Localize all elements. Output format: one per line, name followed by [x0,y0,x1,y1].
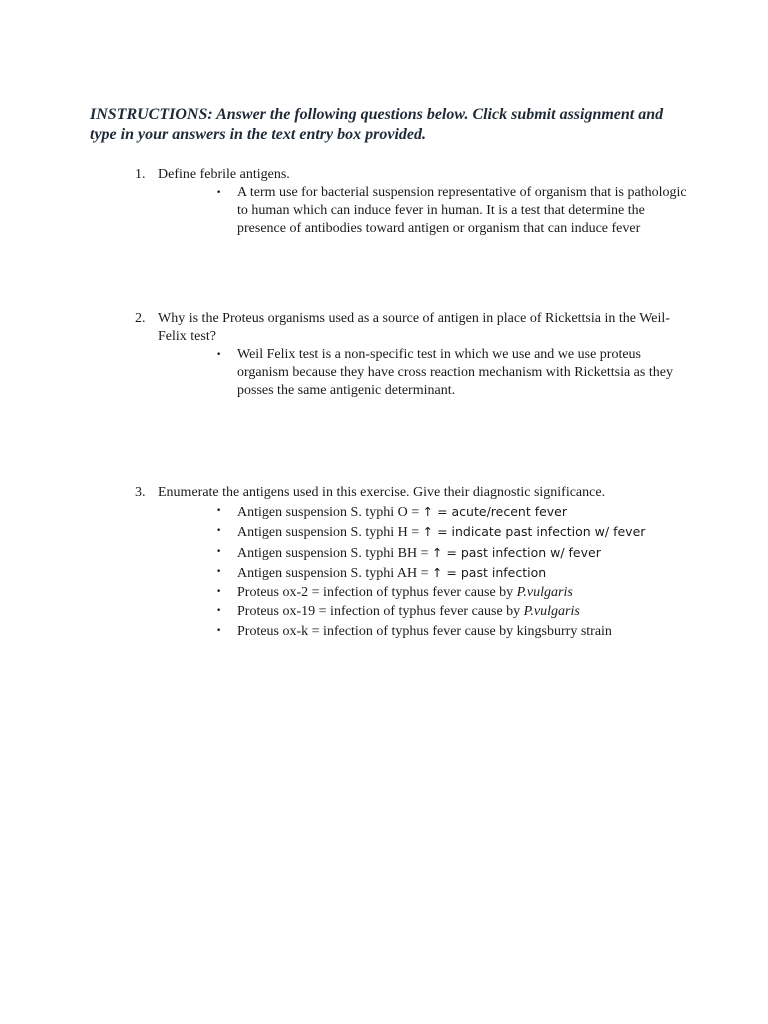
answer-text: Antigen suspension S. typhi O = [237,505,423,520]
question-1 [135,166,695,238]
answer-list [216,346,692,400]
answer-significance: ↑ = past infection w/ fever [431,544,601,560]
question-2 [135,310,695,400]
answer-significance: ↑ = past infection [431,564,547,580]
answer-item [216,502,692,522]
bullet-icon: • [216,526,222,537]
answer-text: Weil Felix test is a non-specific test in which we use and we use proteus organism because they have cross reaction mechanism with Rickettsia as they posses the same antigenic determinant. [237,347,673,398]
bullet-icon: • [216,506,222,516]
answer-item [216,522,692,542]
bullet-icon: • [216,606,222,617]
answer-list [216,502,692,641]
answer-text: A term use for bacterial suspension representative of organism that is pathologic to human which can induce fever in human. It is a test that determine the presence of antibodies toward antigen or organism that can induce fever [237,185,687,236]
answer-significance: ↑ = acute/recent fever [422,504,568,519]
answer-significance: ↑ = indicate past infection w/ fever [422,524,646,540]
answer-list [216,184,692,238]
bullet-icon: • [216,566,222,577]
answer-text: Proteus ox-19 = infection of typhus fever cause by [237,604,524,620]
question-number: 3. [135,485,146,500]
answer-text: Antigen suspension S. typhi AH = [237,565,432,581]
question-text: Why is the Proteus organisms used as a source of antigen in place of Rickettsia in the Weil-Felix test? [158,311,670,344]
answer-text: Antigen suspension S. typhi H = [237,525,423,541]
answer-item [216,346,692,400]
answer-item [216,543,692,563]
answer-item [216,184,692,238]
question-text: Enumerate the antigens used in this exercise. Give their diagnostic significance. [158,485,606,500]
organism-name: P.vulgaris [516,585,573,601]
bullet-icon: • [216,188,222,198]
question-number: 1. [135,167,146,182]
answer-item [216,563,692,583]
organism-name: P.vulgaris [523,604,580,620]
answer-item [216,602,692,621]
answer-item [216,583,692,602]
bullet-icon: • [216,625,222,636]
question-3 [135,484,695,641]
answer-text: Antigen suspension S. typhi BH = [237,545,432,561]
bullet-icon: • [216,546,222,557]
bullet-icon: • [216,587,222,598]
answer-text: Proteus ox-2 = infection of typhus fever cause by [237,585,517,601]
question-number: 2. [135,311,146,326]
bullet-icon: • [216,350,222,360]
answer-text: Proteus ox-k = infection of typhus fever cause by kingsburry strain [237,623,612,639]
answer-item [216,622,692,641]
question-text: Define febrile antigens. [158,167,290,182]
instructions-heading: INSTRUCTIONS: Answer the following questions below. Click submit assignment and type in your answers in the text entry box provided. [90,106,664,143]
